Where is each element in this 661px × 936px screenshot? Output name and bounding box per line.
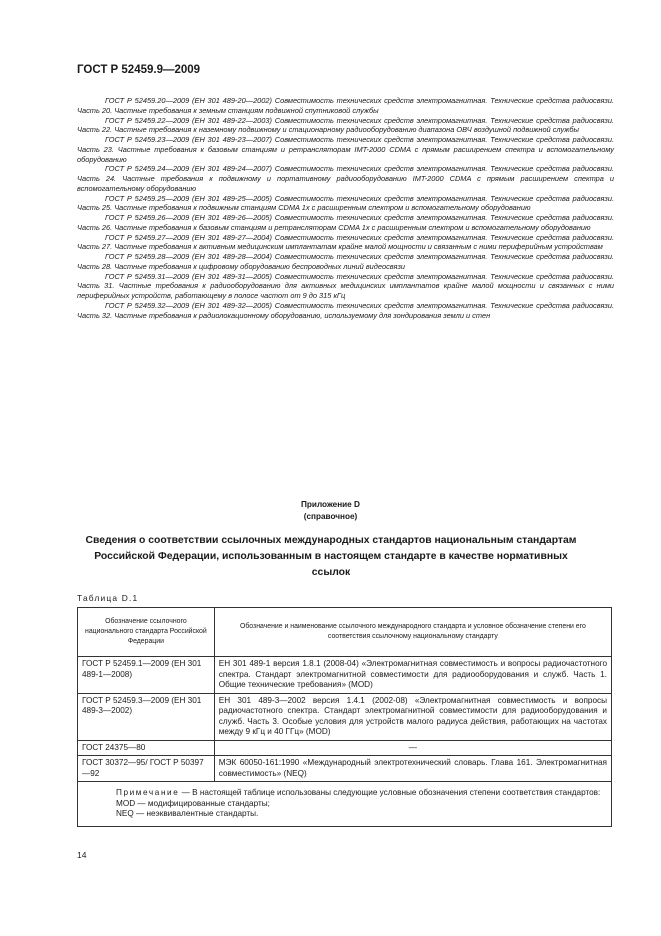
table-note-row: [78, 782, 612, 827]
annex-title: Приложение D: [301, 500, 360, 509]
header-international-standard: Обозначение и наименование ссылочного международного стандарта и условное обозначение степени его соответствия ссылочному национальному стандарту: [214, 608, 611, 657]
national-standard-cell: ГОСТ 24375—80: [78, 740, 215, 756]
reference-item: ГОСТ Р 52459.32—2009 (ЕН 301 489-32—2005) Совместимость технических средств электромагнитная. Технические средства радиосвязи. Часть 32. Частные требования к радиолокационному оборудованию, используемому для зондирования земли и стен: [77, 300, 614, 320]
table-header-row: [78, 608, 612, 657]
note-item-mod: MOD — модифицированные стандарты;: [116, 798, 270, 808]
international-standard-cell: ЕН 301 489-3—2002 версия 1.4.1 (2002-08) «Электромагнитная совместимость и вопросы радиочастотного спектра. Стандарт электромагнитной совместимости для радиооборудования и служб. Часть 3. Особые условия для устройств малого радиуса действия, работающих на частотах между 9 кГц и 40 ГГц» (MOD): [214, 693, 611, 740]
note-item-neq: NEQ — неэквивалентные стандарты.: [116, 809, 259, 818]
reference-item: ГОСТ Р 52459.20—2009 (ЕН 301 489-20—2002) Совместимость технических средств электромагнитная. Технические средства радиосвязи. Часть 20. Частные требования к земным станциям подвижной спутниковой службы: [77, 96, 614, 115]
table-caption: Таблица D.1: [77, 593, 139, 603]
international-standard-cell: —: [214, 740, 611, 756]
reference-item: ГОСТ Р 52459.26—2009 (ЕН 301 489-26—2005) Совместимость технических средств электромагнитная. Технические средства радиосвязи. Часть 26. Частные требования к базовым станциям и ретрансляторам CDMA 1x с расширенным спектром и вспомогательному оборудованию: [77, 213, 614, 232]
international-standard-cell: ЕН 301 489-1 версия 1.8.1 (2008-04) «Электромагнитная совместимость и вопросы радиочастотного спектра. Стандарт электромагнитной совместимости для радиооборудования и служб. Часть 1. Общие технические требования» (MOD): [214, 657, 611, 694]
table-row: [78, 756, 612, 782]
reference-list: [77, 96, 614, 320]
international-standard-cell: МЭК 60050-161:1990 «Международный электротехнический словарь. Глава 161. Электромагнитная совместимость» (NEQ): [214, 756, 611, 782]
note-label: Примечание: [116, 788, 180, 797]
correspondence-table: [77, 607, 612, 827]
annex-subtitle: (справочное): [303, 512, 358, 521]
national-standard-cell: ГОСТ Р 52459.1—2009 (ЕН 301 489-1—2008): [78, 657, 215, 694]
table-row: [78, 740, 612, 756]
header-national-standard: Обозначение ссылочного национального стандарта Российской Федерации: [78, 608, 215, 657]
document-header: ГОСТ Р 52459.9—2009: [77, 64, 201, 76]
page-number: 14: [77, 850, 87, 860]
reference-item: ГОСТ Р 52459.28—2009 (ЕН 301 489-28—2004) Совместимость технических средств электромагнитная. Технические средства радиосвязи. Часть 28. Частные требования к цифровому оборудованию беспроводных линий видеосвязи: [77, 252, 614, 271]
reference-item: ГОСТ Р 52459.31—2009 (ЕН 301 489-31—2005) Совместимость технических средств электромагнитная. Технические средства радиосвязи. Часть 31. Частные требования к радиооборудованию для активных медицинских имплантатов крайне малой мощности и связанных с ними периферийных устройств, работающему в полосе частот от 9 до 315 кГц: [77, 271, 614, 300]
note-first-line: [88, 788, 601, 799]
reference-item: ГОСТ Р 52459.22—2009 (ЕН 301 489-22—2003) Совместимость технических средств электромагнитная. Технические средства радиосвязи. Часть 22. Частные требования к наземному подвижному и стационарному радиооборудованию диапазона ОВЧ воздушной подвижной службы: [77, 115, 614, 135]
reference-item: ГОСТ Р 52459.23—2009 (ЕН 301 489-23—2007) Совместимость технических средств электромагнитная. Технические средства радиосвязи. Часть 23. Частные требования к базовым станциям и ретрансляторам IMT-2000 CDMA с прямым расширением спектра и вспомогательному оборудованию: [77, 135, 614, 164]
national-standard-cell: ГОСТ Р 52459.3—2009 (ЕН 301 489-3—2002): [78, 693, 215, 740]
annex-heading: Сведения о соответствии ссылочных международных стандартов национальным стандартам Российской Федерации, использованным в настоящем стандарте в качестве нормативных ссылок: [85, 535, 577, 578]
table-note: [78, 782, 612, 827]
reference-item: ГОСТ Р 52459.24—2009 (ЕН 301 489-24—2007) Совместимость технических средств электромагнитная. Технические средства радиосвязи. Часть 24. Частные требования к подвижному и портативному радиооборудованию IMT-2000 CDMA с прямым расширением спектра и вспомогательному оборудованию: [77, 164, 614, 193]
reference-item: ГОСТ Р 52459.25—2009 (ЕН 301 489-25—2005) Совместимость технических средств электромагнитная. Технические средства радиосвязи. Часть 25. Частные требования к подвижным станциям CDMA 1x с расширенным спектром и вспомогательному оборудованию: [77, 193, 614, 213]
reference-item: ГОСТ Р 52459.27—2009 (ЕН 301 489-27—2004) Совместимость технических средств электромагнитная. Технические средства радиосвязи. Часть 27. Частные требования к активным медицинским имплантатам крайне малой мощности и связанным с ними периферийным устройствам: [77, 232, 614, 252]
table-row: [78, 693, 612, 740]
national-standard-cell: ГОСТ 30372—95/ ГОСТ Р 50397—92: [78, 756, 215, 782]
note-text: — В настоящей таблице использованы следующие условные обозначения степени соответствия стандартов:: [181, 788, 601, 797]
table-row: [78, 657, 612, 694]
